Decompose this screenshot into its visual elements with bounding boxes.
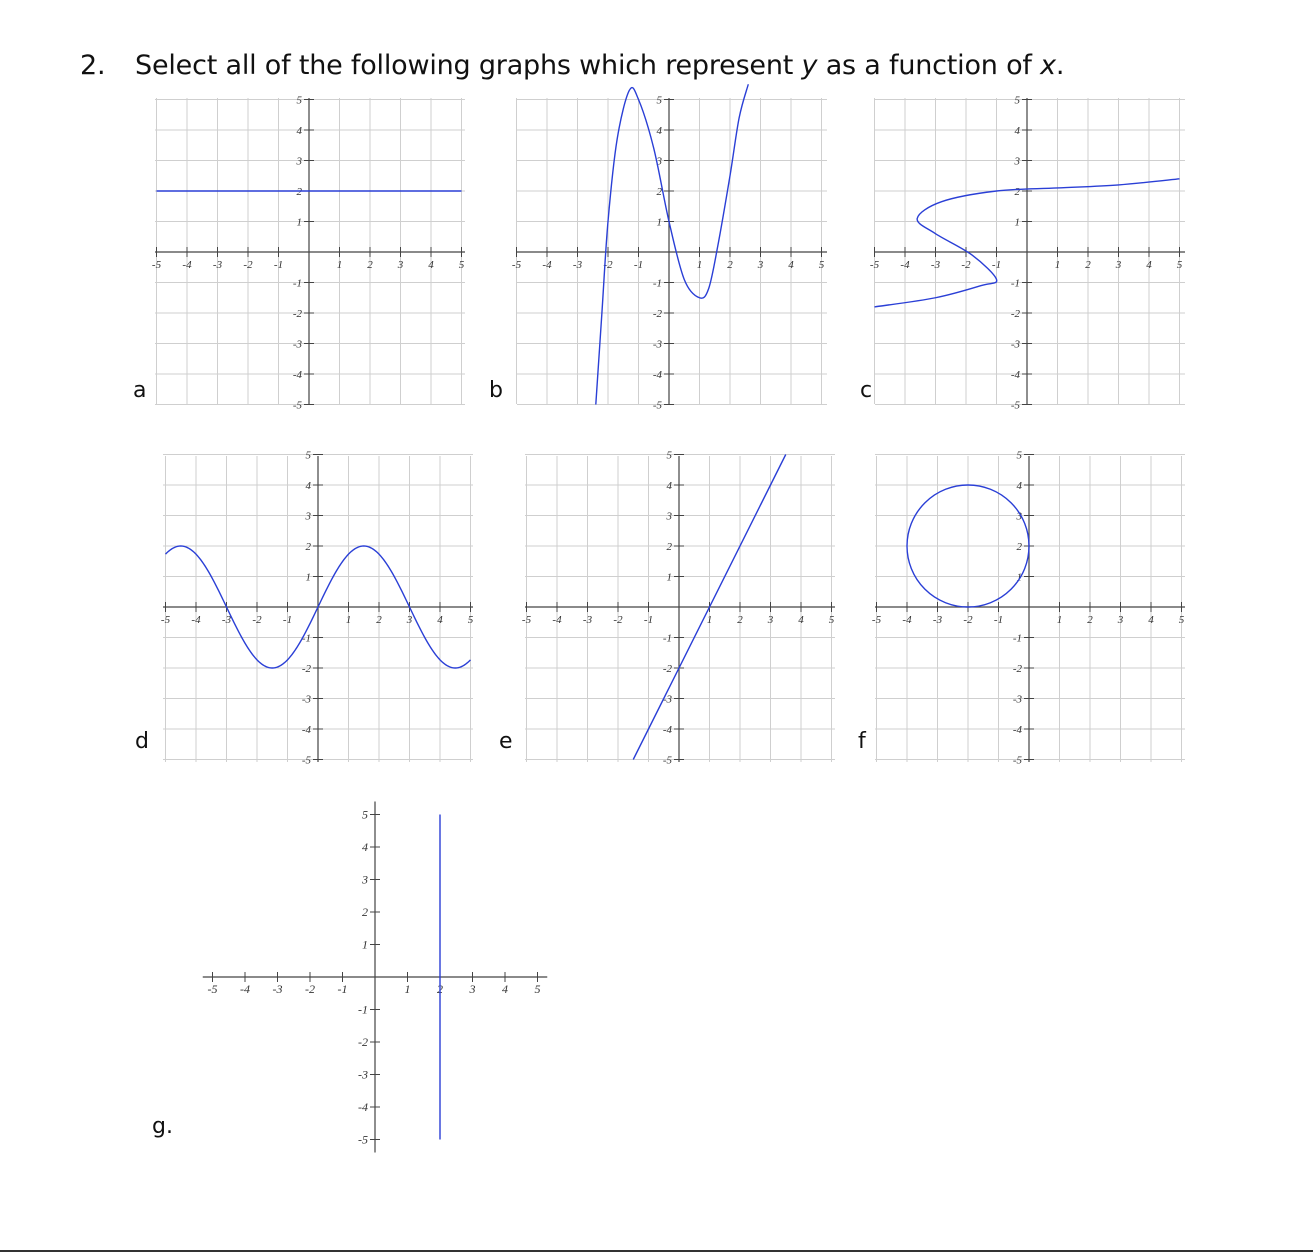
question-text: Select all of the following graphs which represent y as a function of x.	[135, 50, 1065, 81]
x-tick-label: 3	[757, 259, 764, 271]
x-tick-label: -4	[552, 614, 562, 626]
x-tick-label: -1	[991, 259, 1002, 271]
x-tick-label: -1	[273, 259, 284, 271]
x-tick-label: 2	[1085, 259, 1091, 271]
y-tick-label: 2	[1014, 186, 1020, 198]
graph-panel-f	[871, 449, 1185, 767]
y-tick-label: -3	[292, 338, 302, 351]
y-tick-label: -5	[358, 1132, 368, 1147]
x-tick-label: -4	[182, 259, 192, 271]
x-tick-label: 2	[367, 259, 373, 271]
panel-label-g: g.	[152, 1114, 173, 1139]
grid-f	[875, 455, 1185, 763]
y-tick-label: 1	[656, 216, 662, 229]
y-tick-label: -3	[652, 338, 662, 351]
y-tick-label: -4	[358, 1100, 368, 1114]
y-tick-label: 4	[362, 840, 368, 854]
x-tick-label: 2	[737, 614, 743, 626]
graph-d-svg	[160, 449, 474, 767]
y-tick-label: 4	[656, 125, 662, 137]
y-tick-label: -5	[662, 754, 672, 767]
x-tick-label: 3	[1117, 614, 1124, 626]
x-tick-label: -4	[902, 614, 912, 626]
y-tick-label: 5	[666, 449, 672, 462]
x-tick-label: -2	[252, 614, 262, 626]
grid-a	[155, 98, 465, 405]
y-tick-label: 2	[362, 905, 368, 919]
y-tick-label: -2	[301, 663, 311, 675]
x-tick-label: 5	[1178, 614, 1185, 626]
y-tick-label: -4	[1012, 724, 1022, 736]
x-tick-label: 3	[397, 259, 404, 271]
y-tick-label: 2	[296, 186, 302, 198]
x-tick-label: 1	[404, 982, 411, 996]
bottom-rule	[0, 1250, 1313, 1252]
x-tick-label: -4	[542, 259, 552, 271]
x-tick-label: 1	[1054, 259, 1061, 271]
y-tick-label: 3	[1014, 155, 1020, 168]
x-tick-label: 1	[336, 259, 343, 271]
panel-label-e: e	[499, 729, 513, 754]
x-tick-label: 3	[469, 982, 476, 996]
x-tick-label: -5	[207, 982, 218, 996]
y-tick-label: 3	[296, 155, 302, 168]
y-tick-label: -2	[1012, 663, 1022, 675]
y-tick-label: -3	[358, 1067, 368, 1082]
graph-panel-g	[205, 805, 545, 1145]
graph-panel-b	[511, 94, 827, 412]
y-tick-label: -3	[662, 693, 672, 706]
y-tick-label: 4	[666, 480, 672, 492]
y-tick-label: 3	[305, 510, 311, 523]
y-tick-label: -2	[1010, 308, 1020, 320]
y-tick-label: 5	[1014, 94, 1020, 107]
x-tick-label: -3	[221, 614, 232, 626]
y-tick-label: 3	[656, 155, 662, 168]
y-tick-label: -5	[292, 399, 302, 412]
graph-panel-d	[160, 449, 474, 767]
x-tick-label: -5	[871, 614, 882, 626]
y-tick-label: 3	[1016, 510, 1022, 523]
graph-f-svg	[871, 449, 1185, 767]
y-tick-label: -4	[292, 369, 302, 381]
y-tick-label: 1	[1014, 216, 1020, 229]
x-tick-label: 2	[437, 982, 443, 996]
x-tick-label: 1	[345, 614, 352, 626]
question-number: 2.	[80, 50, 106, 81]
y-tick-label: -3	[301, 693, 311, 706]
y-tick-label: -5	[1012, 754, 1022, 767]
graph-a-svg	[151, 94, 465, 412]
x-tick-label: 4	[1146, 259, 1152, 271]
x-tick-label: 2	[1087, 614, 1093, 626]
y-tick-label: -1	[1010, 277, 1020, 290]
y-tick-label: -1	[292, 277, 302, 290]
variable-x: x	[1040, 50, 1056, 81]
x-tick-label: -1	[337, 982, 348, 996]
y-tick-label: 5	[305, 449, 311, 462]
y-tick-label: -4	[301, 724, 311, 736]
graph-b-svg	[511, 94, 827, 412]
y-tick-label: -1	[1012, 632, 1022, 645]
y-tick-label: -5	[1010, 399, 1020, 412]
grid-b	[517, 98, 828, 405]
y-tick-label: -2	[662, 663, 672, 675]
x-tick-label: 2	[727, 259, 733, 271]
x-tick-label: -2	[305, 982, 315, 996]
y-tick-label: 1	[362, 937, 368, 952]
grid-c	[875, 98, 1186, 405]
x-tick-label: -4	[191, 614, 201, 626]
y-tick-label: 5	[656, 94, 662, 107]
x-tick-label: -4	[240, 982, 250, 996]
y-tick-label: -1	[301, 632, 311, 645]
y-tick-label: 1	[305, 571, 311, 584]
x-tick-label: 5	[818, 259, 825, 271]
x-tick-label: 5	[828, 614, 835, 626]
x-tick-label: -5	[160, 614, 171, 626]
y-tick-label: 5	[362, 807, 368, 822]
x-tick-label: -1	[633, 259, 644, 271]
panel-label-f: f	[858, 729, 866, 754]
curve-b	[596, 84, 749, 404]
y-tick-label: 1	[296, 216, 302, 229]
y-tick-label: 2	[1016, 541, 1022, 553]
x-tick-label: -2	[243, 259, 253, 271]
x-tick-label: -3	[272, 982, 283, 996]
x-tick-label: -5	[521, 614, 532, 626]
y-tick-label: -1	[358, 1002, 368, 1017]
y-tick-label: 2	[666, 541, 672, 553]
x-tick-label: 1	[696, 259, 703, 271]
graph-panel-a	[151, 94, 465, 412]
y-tick-label: -5	[301, 754, 311, 767]
x-tick-label: -1	[282, 614, 293, 626]
graph-panel-e	[521, 449, 835, 767]
x-tick-label: 4	[437, 614, 443, 626]
y-tick-label: -5	[652, 399, 662, 412]
x-tick-label: -3	[582, 614, 593, 626]
x-tick-label: 5	[467, 614, 474, 626]
panel-label-b: b	[489, 378, 503, 403]
graph-panel-c	[869, 94, 1185, 412]
x-tick-label: -5	[151, 259, 162, 271]
x-tick-label: 2	[376, 614, 382, 626]
y-tick-label: -2	[292, 308, 302, 320]
y-tick-label: -1	[652, 277, 662, 290]
y-tick-label: -2	[358, 1035, 368, 1049]
y-tick-label: 5	[296, 94, 302, 107]
y-tick-label: 4	[296, 125, 302, 137]
y-tick-label: 4	[1014, 125, 1020, 137]
graph-c-svg	[869, 94, 1185, 412]
x-tick-label: -5	[511, 259, 522, 271]
x-tick-label: 5	[534, 982, 541, 996]
x-tick-label: -1	[993, 614, 1004, 626]
x-tick-label: 4	[798, 614, 804, 626]
y-tick-label: 3	[362, 872, 368, 887]
x-tick-label: -5	[869, 259, 880, 271]
y-tick-label: 1	[666, 571, 672, 584]
x-tick-label: 4	[1148, 614, 1154, 626]
x-tick-label: -2	[963, 614, 973, 626]
panel-label-d: d	[135, 729, 149, 754]
y-tick-label: 2	[305, 541, 311, 553]
x-tick-label: -3	[212, 259, 223, 271]
panel-label-c: c	[860, 378, 873, 403]
panel-label-a: a	[133, 378, 147, 403]
x-tick-label: 3	[1115, 259, 1122, 271]
y-tick-label: -4	[1010, 369, 1020, 381]
y-tick-label: -2	[652, 308, 662, 320]
x-tick-label: -2	[613, 614, 623, 626]
x-tick-label: -3	[930, 259, 941, 271]
x-tick-label: 3	[767, 614, 774, 626]
y-tick-label: -4	[652, 369, 662, 381]
x-tick-label: -1	[643, 614, 654, 626]
y-tick-label: 2	[656, 186, 662, 198]
x-tick-label: -2	[961, 259, 971, 271]
y-tick-label: 1	[1016, 571, 1022, 584]
variable-y: y	[801, 50, 818, 81]
x-tick-label: -2	[603, 259, 613, 271]
x-tick-label: 4	[428, 259, 434, 271]
graph-e-svg	[521, 449, 835, 767]
x-tick-label: 1	[706, 614, 713, 626]
x-tick-label: 4	[788, 259, 794, 271]
y-tick-label: -3	[1012, 693, 1022, 706]
x-tick-label: -3	[572, 259, 583, 271]
grid-e	[525, 455, 835, 763]
x-tick-label: 1	[1056, 614, 1063, 626]
x-tick-label: 3	[406, 614, 413, 626]
y-tick-label: 5	[1016, 449, 1022, 462]
x-tick-label: 5	[1176, 259, 1183, 271]
x-tick-label: -3	[932, 614, 943, 626]
y-tick-label: -1	[662, 632, 672, 645]
y-tick-label: 4	[1016, 480, 1022, 492]
y-tick-label: -4	[662, 724, 672, 736]
x-tick-label: 5	[458, 259, 465, 271]
y-tick-label: -3	[1010, 338, 1020, 351]
y-tick-label: 4	[305, 480, 311, 492]
y-tick-label: 3	[666, 510, 672, 523]
question-prompt	[80, 50, 1064, 81]
x-tick-label: 4	[502, 982, 508, 996]
x-tick-label: -4	[900, 259, 910, 271]
graph-g-svg	[205, 805, 545, 1145]
